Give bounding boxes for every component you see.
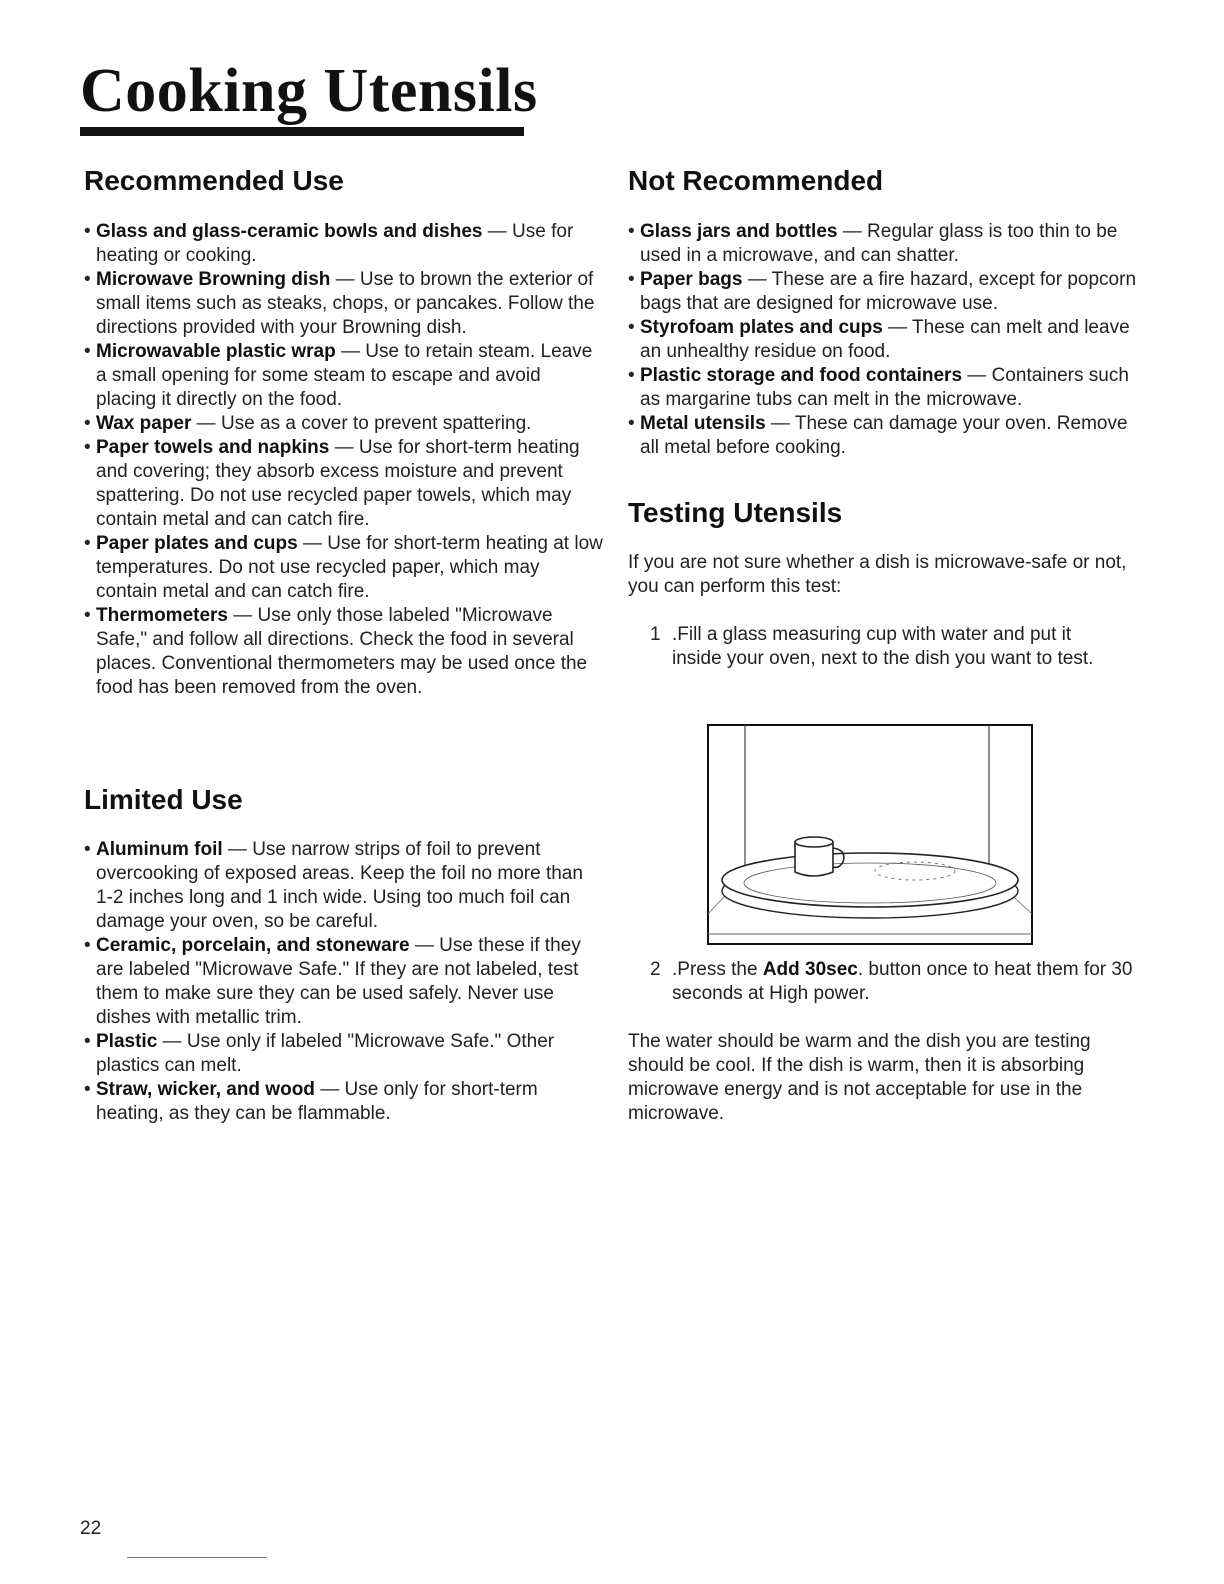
item-desc: — Use narrow strips of foil to prevent overcooking of exposed areas. Keep the foil no more than 1-2 inches long and 1 inch wide. Using too much foil can damage your oven, so be careful. [96,839,583,932]
item-term: Aluminum foil [96,839,223,860]
step-number: 2 [650,959,661,980]
title-underline [80,127,524,136]
recommended-heading: Recommended Use [84,165,344,196]
item-term: Metal utensils [640,413,766,434]
list-item [628,268,1138,316]
item-desc: — Use for heating or cooking. [96,221,574,266]
step-text-end: . button once to heat them for 30 seconds at High power. [672,959,1133,1004]
item-desc: — Use for short-term heating and covering; they absorb excess moisture and prevent spattering. Do not use recycled paper towels, which may contain metal and can catch fire. [96,437,580,530]
item-term: Microwave Browning dish [96,269,331,290]
list-item [84,220,604,268]
item-desc: — These are a fire hazard, except for popcorn bags that are designed for microwave use. [640,269,1137,314]
testing-section [628,496,1138,671]
step-number: 1 [650,624,661,645]
item-term: Paper towels and napkins [96,437,330,458]
list-item [84,838,604,934]
item-desc: — Use only if labeled "Microwave Safe." Other plastics can melt. [96,1031,555,1076]
list-item [84,340,604,412]
item-desc: — Regular glass is too thin to be used in a microwave, and can shatter. [640,221,1118,266]
item-desc: — Use as a cover to prevent spattering. [191,413,532,434]
item-desc: — Containers such as margarine tubs can melt in the microwave. [640,365,1129,410]
recommended-section [84,164,604,700]
item-term: Microwavable plastic wrap [96,341,336,362]
list-item [84,268,604,340]
add-30sec-label: Add 30sec [762,959,858,980]
footer-line [127,1557,267,1558]
item-term: Glass and glass-ceramic bowls and dishes [96,221,483,242]
list-item [84,412,604,436]
list-item [84,1030,604,1078]
cup-rim [795,837,833,847]
step-text: .Press the [672,959,763,980]
item-term: Paper bags [640,269,743,290]
turntable-tray [722,853,1018,907]
item-desc: — Use to retain steam. Leave a small opening for some steam to escape and avoid placing it directly on the food. [96,341,593,410]
step-text: .Fill a glass measuring cup with water and put it inside your oven, next to the dish you want to test. [672,624,1094,669]
recommended-list [84,220,604,700]
list-item [84,1078,604,1126]
item-term: Plastic [96,1031,158,1052]
page-title: Cooking Utensils [80,57,538,125]
microwave-cup-illustration [707,724,1033,946]
list-item [628,316,1138,364]
item-desc: — These can melt and leave an unhealthy residue on food. [640,317,1130,362]
item-term: Plastic storage and food containers [640,365,963,386]
item-desc: — Use to brown the exterior of small items such as steaks, chops, or pancakes. Follow the directions provided with your Browning dish. [96,269,595,338]
item-desc: — Use only those labeled "Microwave Safe," and follow all directions. Check the food in several places. Conventional thermometers may be used once the food has been removed from the oven. [96,605,588,698]
testing-conclusion: The water should be warm and the dish you are testing should be cool. If the dish is warm, then it is absorbing microwave energy and is not acceptable for use in the microwave. [628,1031,1091,1124]
item-desc: — Use for short-term heating at low temperatures. Do not use recycled paper, which may contain metal and can catch fire. [96,533,603,602]
item-desc: — Use these if they are labeled "Microwave Safe." If they are not labeled, test them to make sure they can be used safely. Never use dishes with metallic trim. [96,935,581,1028]
item-term: Wax paper [96,413,192,434]
not-recommended-section [628,164,1138,460]
item-term: Paper plates and cups [96,533,298,554]
list-item [84,436,604,532]
item-desc: — Use only for short-term heating, as they can be flammable. [96,1079,538,1124]
testing-continued [628,958,1138,1126]
list-item [84,532,604,604]
item-term: Glass jars and bottles [640,221,838,242]
list-item [628,364,1138,412]
list-item [628,220,1138,268]
not-recommended-list [628,220,1138,460]
testing-intro: If you are not sure whether a dish is microwave-safe or not, you can perform this test: [628,552,1127,597]
limited-section [84,783,604,1126]
testing-heading: Testing Utensils [628,497,843,528]
item-desc: — These can damage your oven. Remove all metal before cooking. [640,413,1128,458]
limited-list [84,838,604,1126]
testing-step-1 [628,623,1102,671]
item-term: Styrofoam plates and cups [640,317,883,338]
list-item [84,604,604,700]
item-term: Straw, wicker, and wood [96,1079,315,1100]
page-number: 22 [80,1518,102,1539]
item-term: Thermometers [96,605,228,626]
item-term: Ceramic, porcelain, and stoneware [96,935,410,956]
testing-step-2 [628,958,1172,1006]
list-item [628,412,1138,460]
not-recommended-heading: Not Recommended [628,165,884,196]
limited-heading: Limited Use [84,784,243,815]
list-item [84,934,604,1030]
